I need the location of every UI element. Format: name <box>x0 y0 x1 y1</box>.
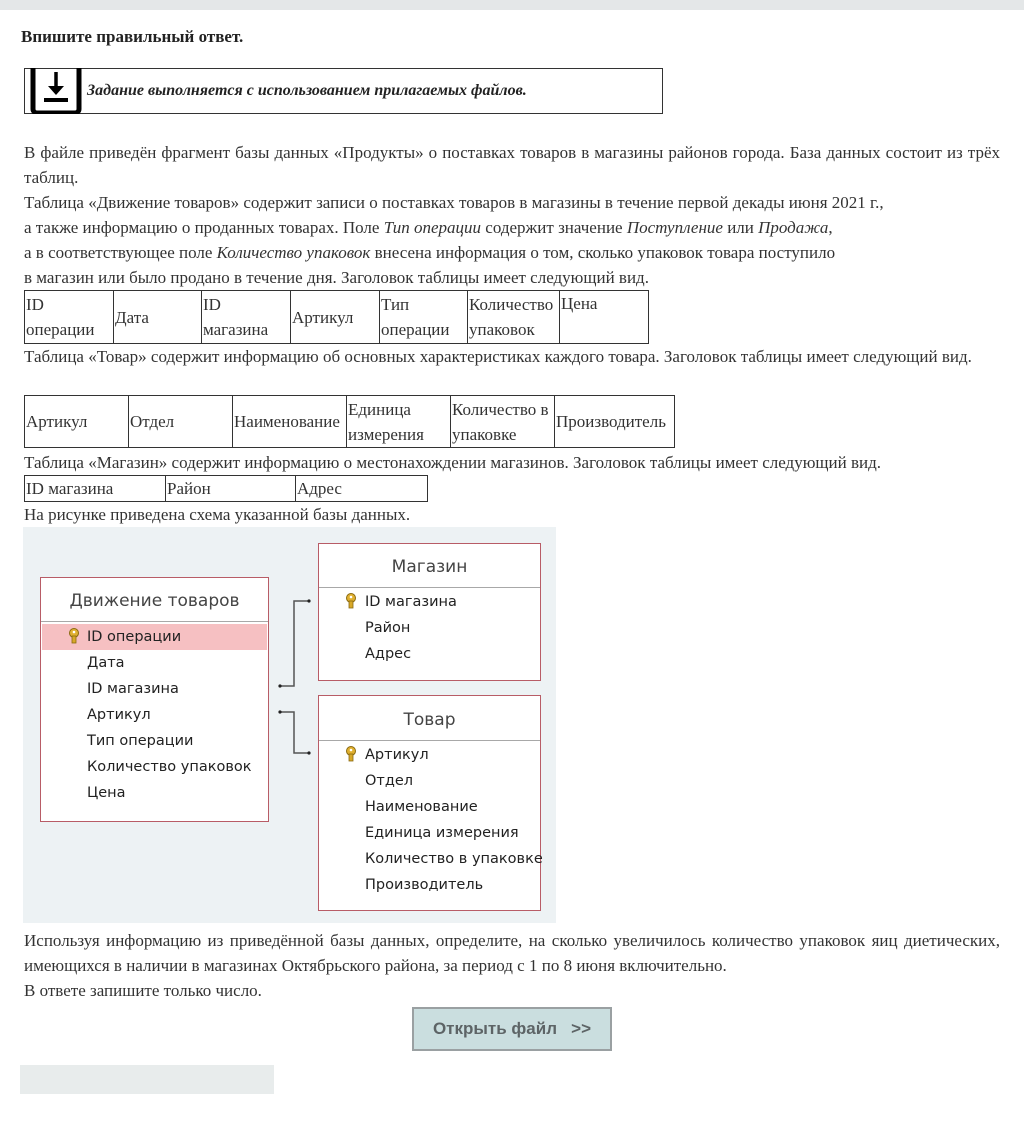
intro-line <box>24 215 1000 240</box>
header-cell: Артикул <box>25 396 129 448</box>
file-note-box <box>24 68 663 114</box>
relation-movement-product <box>280 712 309 753</box>
field-label: Артикул <box>365 747 429 763</box>
schema-table-title: Товар <box>319 696 540 741</box>
schema-field: Район <box>365 620 411 636</box>
schema-field: ID магазина <box>87 681 179 697</box>
header-cell: Количество упаковок <box>468 291 560 344</box>
schema-field: Артикул <box>87 707 151 723</box>
field-name: Тип операции <box>383 218 482 237</box>
schema-table-title: Магазин <box>319 544 540 588</box>
value-name: Поступление <box>626 218 723 237</box>
field-label: ID операции <box>87 629 182 645</box>
schema-table-title: Движение товаров <box>41 578 268 622</box>
header-cell: Количество в упаковке <box>451 396 555 448</box>
file-note-text: Задание выполняется с использованием прилагаемых файлов. <box>87 82 527 99</box>
store-header-table <box>24 475 428 502</box>
intro-line <box>24 240 1000 265</box>
relation-endpoint <box>307 751 310 754</box>
database-schema-diagram <box>23 527 556 923</box>
product-header-table <box>24 395 675 448</box>
text: или <box>722 218 759 237</box>
movement-header-table <box>24 290 649 344</box>
schema-field: Количество упаковок <box>87 759 252 775</box>
open-file-label: Открыть файл >> <box>432 1019 592 1038</box>
product-paragraph: Таблица «Товар» содержит информацию об основных характеристиках каждого товара. Заголовок таблицы имеет следующий вид. <box>24 347 972 366</box>
text: содержит значение <box>481 218 627 237</box>
schema-field: Количество в упаковке <box>365 851 543 867</box>
download-icon <box>29 68 83 114</box>
text: а в соответствующее поле <box>24 243 217 262</box>
header-cell: ID магазина <box>25 476 166 502</box>
answer-input[interactable] <box>20 1065 274 1094</box>
header-cell: Район <box>166 476 296 502</box>
header-cell: ID магазина <box>202 291 291 344</box>
question-paragraph: Используя информацию из приведённой базы данных, определите, на сколько увеличилось количество упаковок яиц диетических, имеющихся в наличии в магазинах Октябрьского района, за период с 1 по 8 июня включительно. <box>24 931 1000 975</box>
top-bar <box>0 0 1024 10</box>
schema-field: Наименование <box>365 799 478 815</box>
header-cell: Наименование <box>233 396 347 448</box>
header-cell: Дата <box>114 291 202 344</box>
header-cell: Производитель <box>555 396 675 448</box>
relation-endpoint <box>307 599 310 602</box>
header-cell: Адрес <box>296 476 428 502</box>
schema-field: Дата <box>87 655 125 671</box>
schema-caption: На рисунке приведена схема указанной базы данных. <box>24 505 411 524</box>
header-cell: Тип операции <box>380 291 468 344</box>
header-cell: Отдел <box>129 396 233 448</box>
value-name: Продажа <box>758 218 829 237</box>
text: , <box>828 218 833 237</box>
relation-endpoint <box>278 710 281 713</box>
header-cell: ID операции <box>25 291 114 344</box>
field-label: ID магазина <box>365 594 457 610</box>
question-note: В ответе запишите только число. <box>24 981 262 1000</box>
schema-field: Цена <box>87 785 126 801</box>
intro-paragraph-1: В файле приведён фрагмент базы данных «Продукты» о поставках товаров в магазины районов города. База данных состоит из трёх таблиц. <box>24 143 1000 187</box>
schema-field: Единица измерения <box>365 825 519 841</box>
header-cell: Артикул <box>291 291 380 344</box>
field-name: Количество упаковок <box>216 243 371 262</box>
text: внесена информация о том, сколько упаковок товара поступило <box>370 243 836 262</box>
instruction-heading: Впишите правильный ответ. <box>21 27 244 46</box>
relation-movement-store <box>280 601 309 686</box>
schema-field: Отдел <box>365 773 414 789</box>
relation-endpoint <box>278 684 281 687</box>
schema-field: Производитель <box>365 877 484 893</box>
intro-paragraph-2 <box>24 190 1000 290</box>
intro-line: в магазин или было продано в течение дня. Заголовок таблицы имеет следующий вид. <box>24 268 649 287</box>
schema-field: Адрес <box>365 646 412 662</box>
text: а также информацию о проданных товарах. Поле <box>24 218 384 237</box>
relationship-lines <box>23 527 556 923</box>
intro-line: Таблица «Движение товаров» содержит записи о поставках товаров в магазины в течение первой декады июня 2021 г., <box>24 193 884 212</box>
open-file-button[interactable] <box>412 1007 612 1051</box>
schema-field: Тип операции <box>87 733 194 749</box>
header-cell: Цена <box>560 291 649 344</box>
header-cell: Единица измерения <box>347 396 451 448</box>
store-paragraph: Таблица «Магазин» содержит информацию о местонахождении магазинов. Заголовок таблицы имеет следующий вид. <box>24 453 881 472</box>
